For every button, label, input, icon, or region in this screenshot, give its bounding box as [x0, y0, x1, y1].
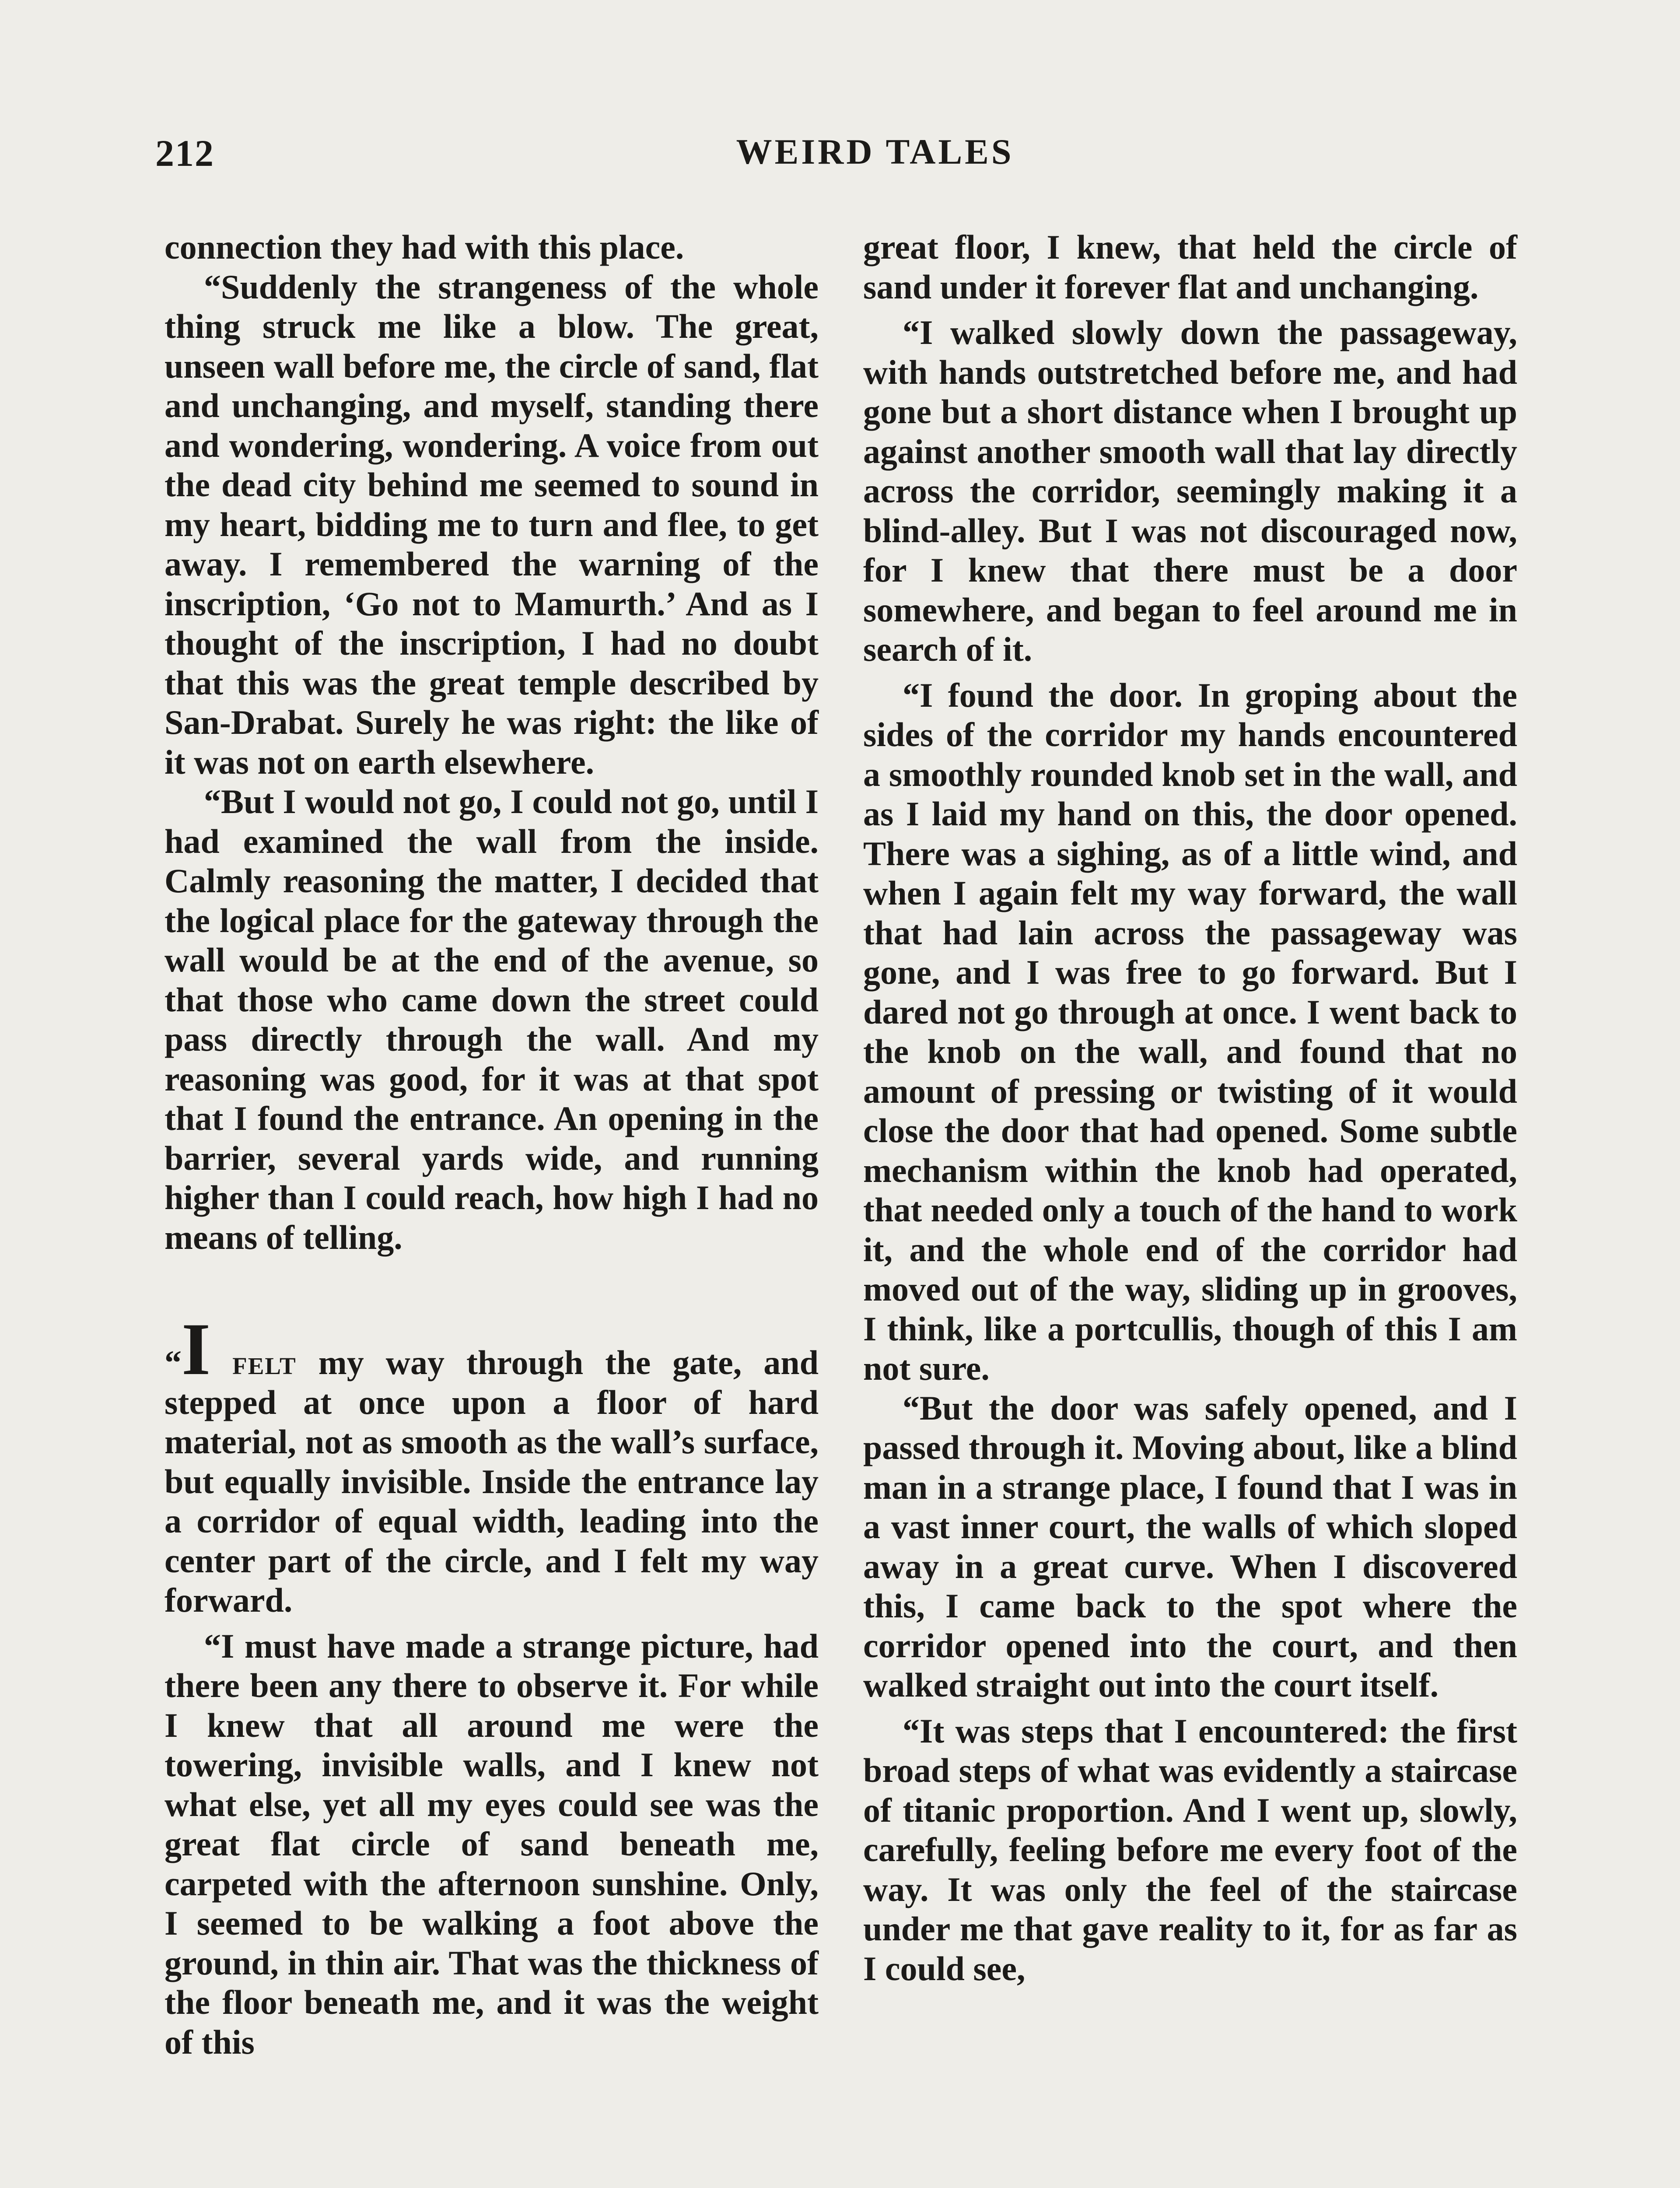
- paragraph: “But the door was safely opened, and I passed through it. Moving about, like a blind man in a strange place, I found that I was in a vast inner court, the walls of which sloped away in a great curve. When I discovered this, I came back to the spot where the corridor opened into the court, and then walked straight out into the court itself.: [863, 1389, 1517, 1704]
- paragraph: “I walked slowly down the passageway, with hands outstretched before me, and had gone but a short distance when I brought up against another smooth wall that lay directly across the corridor, seemingly making it a blind-alley. But I was not discouraged now, for I knew that there must be a door somewhere, and began to feel around me in search of it.: [863, 313, 1517, 668]
- small-caps-word: felt: [232, 1343, 297, 1382]
- drop-cap: I: [182, 1308, 211, 1390]
- left-column: [164, 228, 819, 2062]
- page-number: 212: [155, 132, 214, 174]
- paragraph: “It was steps that I encountered: the first broad steps of what was evidently a staircase of titanic proportion. And I went up, slowly, carefully, feeling before me every foot of the way. It was only the feel of the staircase under me that gave reality to it, for as far as I could see,: [863, 1711, 1517, 1988]
- paragraph: “I must have made a strange picture, had there been any there to observe it. For while I knew that all around me were the towering, invisible walls, and I knew not what else, yet all my eyes could see was the great flat circle of sand beneath me, carpeted with the afternoon sunshine. Only, I seemed to be walking a foot above the ground, in thin air. That was the thickness of the floor beneath me, and it was the weight of this: [164, 1627, 819, 2061]
- paragraph: great floor, I knew, that held the circle of sand under it forever flat and unchanging.: [863, 228, 1517, 306]
- paragraph: connection they had with this place.: [164, 228, 684, 266]
- right-column: [863, 228, 1517, 1988]
- section-text: my way through the gate, and stepped at once upon a floor of hard material, not as smooth as the wall’s surface, but equally invisible. Inside the entrance lay a corridor of equal width, leading into the center part of the circle, and I felt my way forward.: [164, 1343, 819, 1619]
- running-header-title: WEIRD TALES: [736, 132, 1014, 172]
- paragraph: “I found the door. In groping about the sides of the corridor my hands encountered a smoothly rounded knob set in the wall, and as I laid my hand on this, the door opened. There was a sighing, as of a little wind, and when I again felt my way forward, the wall that had lain across the passageway was gone, and I was free to go forward. But I dared not go through at once. I went back to the knob on the wall, and found that no amount of pressing or twisting of it would close the door that had opened. Some subtle mechanism within the knob had operated, that needed only a touch of the hand to work it, and the whole end of the corridor had moved out of the way, sliding up in grooves, I think, like a portcullis, though of this I am not sure.: [863, 676, 1517, 1387]
- paragraph: “But I would not go, I could not go, until I had examined the wall from the inside. Calmly reasoning the matter, I decided that the logical place for the gateway through the wall would be at the end of the avenue, so that those who came down the street could pass directly through the wall. And my reasoning was good, for it was at that spot that I found the entrance. An opening in the barrier, several yards wide, and running higher than I could reach, how high I had no means of telling.: [164, 782, 819, 1256]
- section-start-paragraph: [164, 1308, 819, 1620]
- paragraph: “Suddenly the strangeness of the whole thing struck me like a blow. The great, unseen wall before me, the circle of sand, flat and unchanging, and myself, standing there and wondering, wondering. A voice from out the dead city behind me seemed to sound in my heart, bidding me to turn and flee, to get away. I remembered the warning of the inscription, ‘Go not to Mamurth.’ And as I thought of the inscription, I had no doubt that this was the great temple described by San-Drabat. Surely he was right: the like of it was not on earth elsewhere.: [164, 267, 819, 781]
- opening-quote: “: [164, 1343, 182, 1382]
